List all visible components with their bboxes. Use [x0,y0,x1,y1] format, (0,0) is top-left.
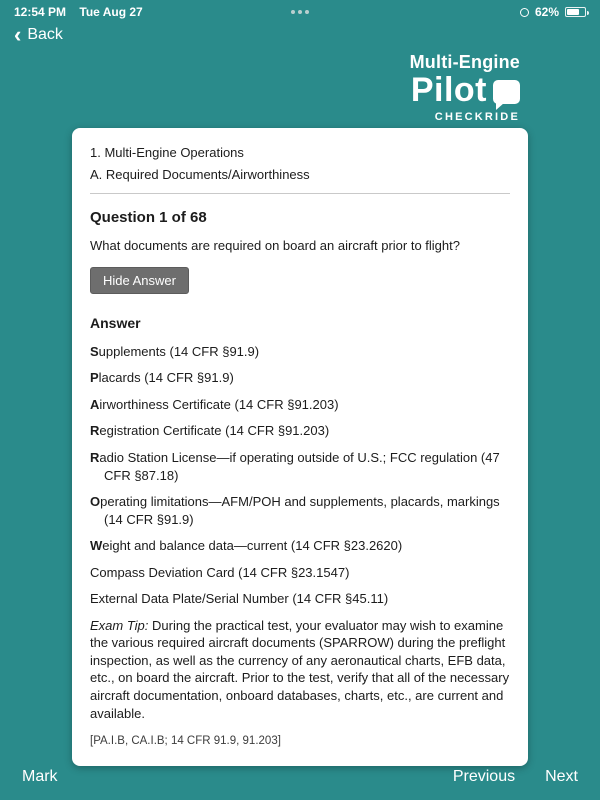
hide-answer-button[interactable]: Hide Answer [90,267,189,294]
mark-button[interactable]: Mark [22,768,58,785]
orientation-lock-icon [520,8,529,17]
answer-item: Weight and balance data—current (14 CFR §23.2620) [90,538,403,554]
status-left [14,5,153,19]
logo-pilot: Pilot [410,71,487,109]
battery-icon [565,7,586,17]
answer-heading: Answer [90,314,141,331]
acs-reference: [PA.I.B, CA.I.B; 14 CFR 91.9, 91.203] [90,735,281,748]
multitask-dots-icon [291,10,309,14]
answer-item: External Data Plate/Serial Number (14 CFR §45.11) [90,591,389,607]
answer-list [90,343,510,608]
speech-bubble-icon [493,80,520,104]
app-logo [410,52,520,123]
answer-item: Supplements (14 CFR §91.9) [90,343,260,359]
exam-tip [90,617,510,722]
question-text: What documents are required on board an aircraft prior to flight? [90,238,460,254]
answer-item: Radio Station License—if operating outside of U.S.; FCC regulation (47 CFR §87.18) [90,449,500,483]
logo-checkride: CHECKRIDE [434,111,520,123]
answer-item: Compass Deviation Card (14 CFR §23.1547) [90,564,350,580]
answer-item: Registration Certificate (14 CFR §91.203) [90,423,330,439]
status-time: 12:54 PM [14,5,67,19]
footer-bar [22,768,578,786]
answer-item: Operating limitations—AFM/POH and supplements, placards, markings (14 CFR §91.9) [90,494,500,527]
status-bar [0,0,600,24]
next-button[interactable]: Next [545,768,578,785]
battery-percent: 62% [534,5,559,19]
previous-button[interactable]: Previous [452,768,516,785]
chapter-title: 1. Multi-Engine Operations [90,145,244,160]
exam-tip-text: During the practical test, your evaluator may wish to examine the various required aircraft documents (SPARROW) during the preflight inspection, as well as the currency of any aeronautical charts, EFB data, etc., on board the aircraft. Prior to the test, verify that all of the necessary aircraft documentation, onboard databases, charts, etc., are current and available. [90,617,510,721]
back-button[interactable] [14,22,63,47]
section-title: A. Required Documents/Airworthiness [90,166,310,182]
status-right [520,5,586,19]
logo-multi-engine: Multi-Engine [409,52,520,72]
answer-item: Placards (14 CFR §91.9) [90,370,234,386]
status-date: Tue Aug 27 [79,5,143,19]
exam-tip-label: Exam Tip: [90,617,149,633]
answer-item: Airworthiness Certificate (14 CFR §91.203) [90,396,339,412]
question-counter: Question 1 of 68 [90,209,207,227]
divider [90,193,510,194]
question-card [72,128,528,766]
chevron-left-icon: ‹ [14,22,22,47]
back-label: Back [27,26,63,43]
